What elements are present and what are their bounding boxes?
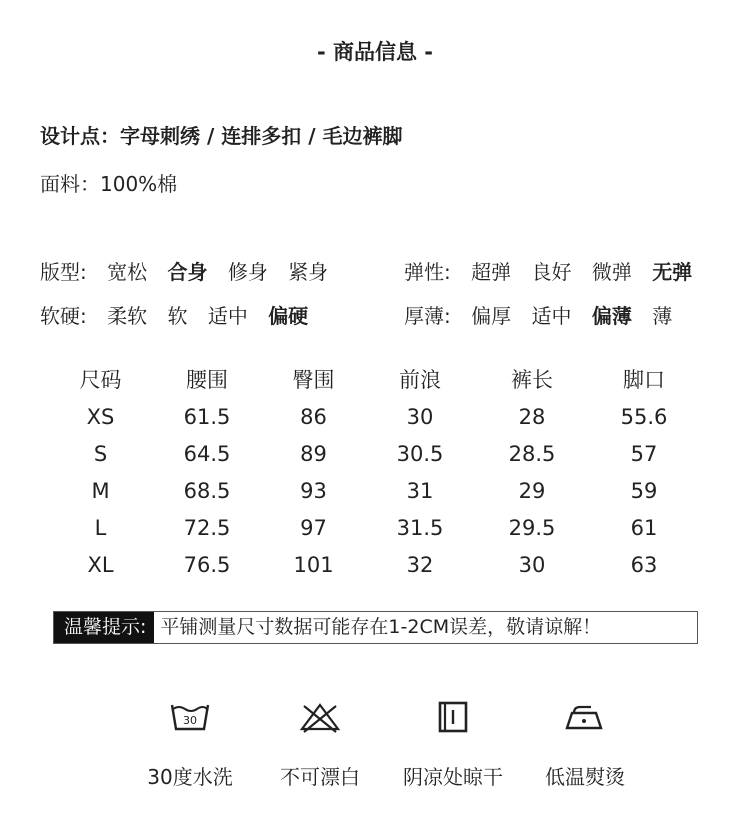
low-iron-icon: [563, 697, 607, 737]
attr-option: 适中: [531, 304, 572, 328]
cell: 57: [630, 441, 658, 466]
attr-option: 薄: [652, 304, 673, 328]
care-label: 30度水洗: [147, 765, 233, 789]
header-size: 尺码: [79, 368, 122, 392]
care-item-wash: [115, 697, 265, 790]
cell: S: [93, 441, 108, 466]
cell: 86: [300, 404, 327, 429]
cell: 101: [293, 552, 334, 577]
cell: 30: [518, 552, 546, 577]
shade-dry-icon: [431, 697, 475, 737]
attr-option: 超弹: [471, 260, 512, 284]
table-row: [50, 472, 700, 509]
cell: 59: [630, 478, 658, 503]
cell: XS: [86, 404, 115, 429]
attr-option: 紧身: [288, 260, 329, 284]
cell: M: [91, 478, 110, 503]
cell: 61.5: [183, 404, 231, 429]
cell: 64.5: [183, 441, 231, 466]
attr-option: 宽松: [107, 260, 148, 284]
cell: 29: [518, 478, 546, 503]
care-item-bleach: [245, 697, 395, 790]
notice-label: 温馨提示:: [54, 612, 154, 643]
cell: 61: [630, 515, 658, 540]
attr-elasticity: [404, 256, 692, 285]
care-item-dry: [378, 697, 528, 790]
cell: 72.5: [183, 515, 231, 540]
header-front-rise: 前浪: [399, 368, 442, 392]
cell: 28.5: [508, 441, 556, 466]
cell: 89: [300, 441, 327, 466]
cell: 76.5: [183, 552, 231, 577]
table-row: [50, 398, 700, 435]
fabric-info: 面料：100%棉: [40, 172, 178, 196]
cell: 30: [406, 404, 434, 429]
attr-option: 适中: [207, 304, 248, 328]
cell: 31.5: [396, 515, 444, 540]
wash-temp: 30: [183, 714, 197, 727]
wash-30-icon: [168, 697, 212, 737]
cell: L: [94, 515, 107, 540]
cell: 97: [300, 515, 327, 540]
header-leg-opening: 脚口: [622, 368, 665, 392]
attr-option: 偏厚: [471, 304, 512, 328]
attr-option: 修身: [227, 260, 268, 284]
attr-label: 版型:: [40, 260, 87, 284]
size-table: [50, 360, 700, 583]
attr-option: 无弹: [652, 260, 693, 284]
cell: 68.5: [183, 478, 231, 503]
header-waist: 腰围: [186, 368, 229, 392]
care-label: 阴凉处晾干: [403, 765, 503, 789]
cell: 31: [406, 478, 434, 503]
cell: 32: [406, 552, 434, 577]
attr-option: 合身: [167, 260, 208, 284]
table-row: [50, 435, 700, 472]
attr-fit: [40, 256, 328, 285]
care-label: 低温熨烫: [545, 765, 625, 789]
attr-thickness: [404, 300, 672, 329]
attr-label: 软硬:: [40, 304, 87, 328]
care-item-iron: [510, 697, 660, 790]
no-bleach-icon: [298, 697, 342, 737]
cell: 28: [518, 404, 546, 429]
attr-option: 柔软: [107, 304, 148, 328]
header-hip: 臀围: [292, 368, 335, 392]
attr-label: 弹性:: [404, 260, 451, 284]
attr-option: 偏薄: [591, 304, 632, 328]
attr-option: 良好: [531, 260, 572, 284]
cell: 63: [630, 552, 658, 577]
header-length: 裤长: [510, 368, 553, 392]
attr-option: 偏硬: [268, 304, 309, 328]
section-title: - 商品信息 -: [316, 40, 434, 64]
table-row: [50, 509, 700, 546]
attr-softness: [40, 300, 308, 329]
size-notice: [53, 611, 698, 644]
care-label: 不可漂白: [280, 765, 360, 789]
table-header-row: [50, 360, 700, 398]
cell: 55.6: [620, 404, 668, 429]
cell: XL: [87, 552, 114, 577]
notice-text: 平铺测量尺寸数据可能存在1-2CM误差，敬请谅解！: [160, 616, 602, 638]
cell: 29.5: [508, 515, 556, 540]
table-row: [50, 546, 700, 583]
cell: 30.5: [396, 441, 444, 466]
design-points: 设计点：字母刺绣 / 连排多扣 / 毛边裤脚: [40, 124, 403, 148]
cell: 93: [300, 478, 327, 503]
attr-label: 厚薄:: [404, 304, 451, 328]
attr-option: 软: [167, 304, 188, 328]
attr-option: 微弹: [591, 260, 632, 284]
